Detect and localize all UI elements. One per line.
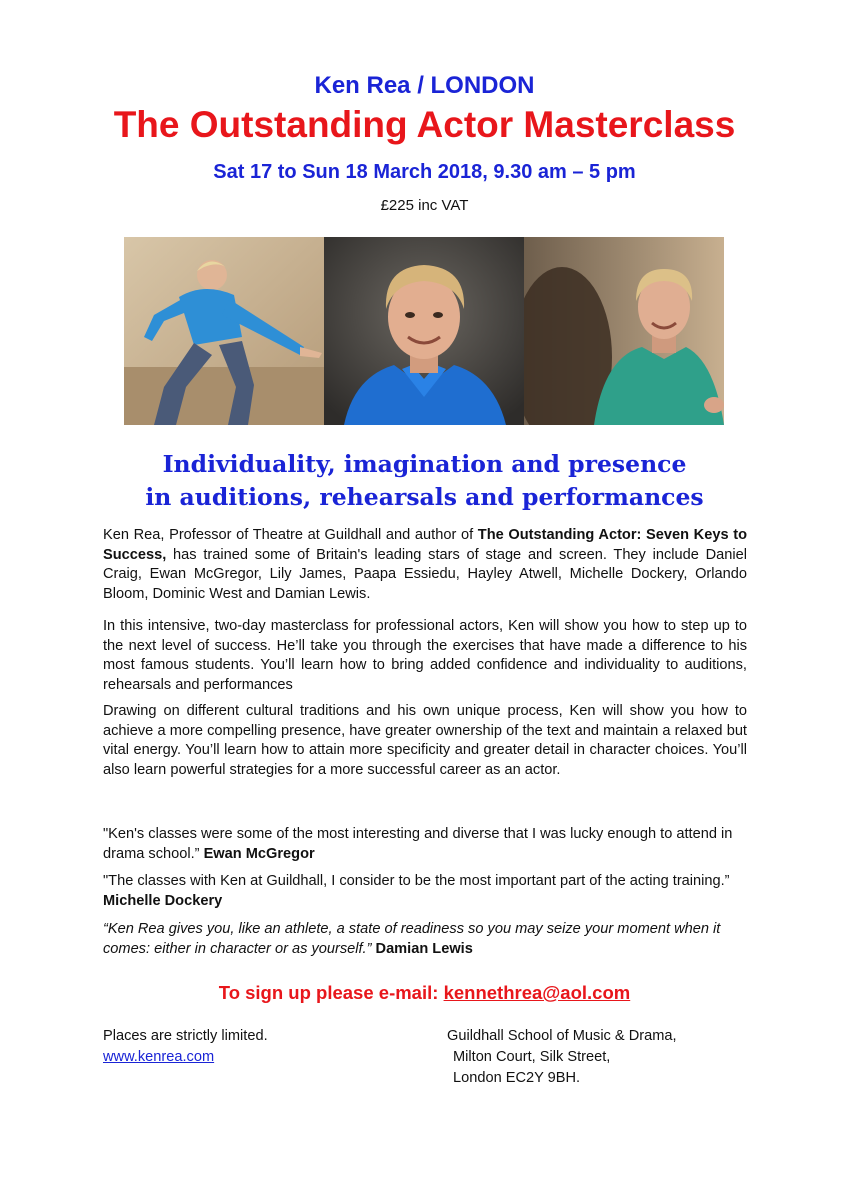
quote-text: "The classes with Ken at Guildhall, I consider to be the most important part of the acting training.”: [103, 873, 730, 889]
footer-left: [103, 1026, 403, 1068]
subtitle: [0, 448, 849, 514]
event-price: £225 inc VAT: [380, 197, 469, 214]
book-title: The Outstanding Actor: Seven Keys to Success,: [103, 527, 747, 563]
quote-author: Michelle Dockery: [103, 893, 223, 909]
venue-line-3: London EC2Y 9BH.: [453, 1070, 581, 1086]
signup-label: To sign up please e-mail:: [218, 982, 444, 1003]
quote-text: “Ken Rea gives you, like an athlete, a state of readiness so you may seize your moment when it comes: either in character or as yourself.”: [103, 921, 721, 957]
intro-text-start: Ken Rea, Professor of Theatre at Guildhall and author of: [103, 527, 478, 543]
photo-strip: [124, 237, 725, 425]
photo-actor-pointing: [124, 237, 324, 425]
event-date: Sat 17 to Sun 18 March 2018, 9.30 am – 5 pm: [213, 161, 636, 183]
testimonial-quote: [103, 824, 763, 864]
testimonial-quote: [103, 871, 763, 911]
signup-line: [0, 981, 849, 1005]
page-title: The Outstanding Actor Masterclass: [113, 104, 736, 145]
signup-email-link[interactable]: kennethrea@aol.com: [443, 982, 631, 1003]
quote-author: Ewan McGregor: [203, 846, 315, 862]
intro-text-end: has trained some of Britain's leading stars of stage and screen. They include Daniel Craig, Ewan McGregor, Lily James, Paapa Essiedu, Hayley Atwell, Michelle Dockery, Orlando Bloom, Dominic West and Damian Lewis.: [103, 546, 747, 602]
website-link[interactable]: www.kenrea.com: [103, 1049, 215, 1065]
venue-address: [447, 1026, 767, 1089]
quote-text: "Ken's classes were some of the most interesting and diverse that I was lucky enough to attend in drama school.”: [103, 826, 733, 862]
header-location: Ken Rea / LONDON: [314, 72, 535, 99]
venue-line-2: Milton Court, Silk Street,: [453, 1049, 611, 1065]
masterclass-paragraph: In this intensive, two-day masterclass for professional actors, Ken will show you how to step up to the next level of success. He’ll take you through the exercises that have made a difference to his most famous students. You’ll learn how to bring added confidence and individuality to auditions, rehearsals and performances: [103, 618, 747, 693]
places-limited-note: Places are strictly limited.: [103, 1028, 268, 1044]
photo-ken-rea-portrait: [324, 237, 524, 425]
process-paragraph: Drawing on different cultural traditions and his own unique process, Ken will show you how to achieve a more compelling presence, have greater ownership of the text and maintain a relaxed but vital energy. You’ll learn how to attain more specificity and greater detail in character choices. You’ll also learn powerful strategies for a more successful career as an actor.: [103, 703, 747, 778]
intro-paragraph: [103, 526, 747, 604]
photo-ken-rea-teaching: [524, 237, 724, 425]
subtitle-line-1: Individuality, imagination and presence: [162, 450, 687, 478]
subtitle-line-2: in auditions, rehearsals and performances: [145, 483, 704, 511]
quote-author: Damian Lewis: [375, 941, 473, 957]
venue-line-1: Guildhall School of Music & Drama,: [447, 1028, 677, 1044]
testimonial-quote: [103, 919, 763, 959]
